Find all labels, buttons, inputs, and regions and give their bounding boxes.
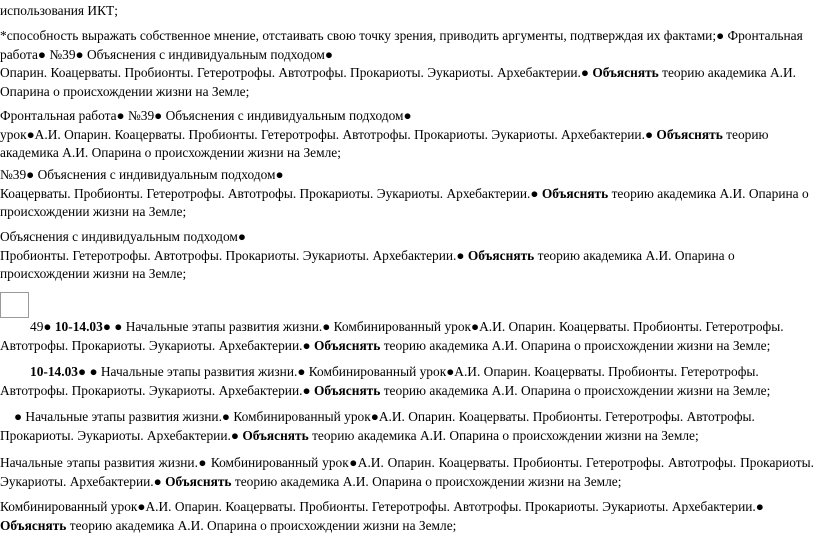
text: теорию академика А.И. Опарина о происхождении жизни на Земле; xyxy=(383,382,771,398)
text: Начальные этапы развития жизни.● Комбинированный урок●А.И. Опарин. Коацерваты. Пробионты. Гетеротрофы. Автотрофы. Прокариоты. Эукариоты. Архебактерии.● xyxy=(0,455,814,489)
paragraph-3 xyxy=(0,166,814,222)
paragraph-0 xyxy=(0,2,814,21)
text: теорию академика А.И. Опарина о происхождении жизни на Земле; xyxy=(234,473,622,489)
bold-keyword: Объяснять xyxy=(242,427,309,443)
bold-keyword: Объяснять xyxy=(313,337,381,353)
paragraph-6 xyxy=(0,363,814,400)
text: ● Начальные этапы развития жизни.● Комбинированный урок●А.И. Опарин. Коацерваты. Пробионты. Гетеротрофы. Автотрофы. Прокариоты. Эукариоты. Архебактерии.● xyxy=(0,364,759,398)
paragraph-2 xyxy=(0,107,814,163)
date: 10-14.03● xyxy=(30,364,87,379)
bold-keyword: Объяснять xyxy=(656,126,723,142)
paragraph-4 xyxy=(0,228,814,284)
text: Пробионты. Гетеротрофы. Автотрофы. Прокариоты. Эукариоты. Архебактерии.● xyxy=(0,247,465,263)
bold-keyword: Объяснять xyxy=(467,247,535,263)
text: теорию академика А.И. Опарина о происхождении жизни на Земле; xyxy=(0,185,809,220)
paragraph-1 xyxy=(0,27,814,101)
bold-keyword: Объяснять xyxy=(0,517,67,533)
bold-keyword: Объяснять xyxy=(541,185,609,201)
text: Объяснения с индивидуальным подходом● xyxy=(0,229,246,244)
text: теорию академика А.И. Опарина о происхождении жизни на Земле; xyxy=(0,126,769,161)
text: теорию академика А.И. Опарина о происхождении жизни на Земле; xyxy=(0,247,735,282)
text: ● Начальные этапы развития жизни.● Комбинированный урок●А.И. Опарин. Коацерваты. Пробионты. Гетеротрофы. Автотрофы. Прокариоты. Эукариоты. Архебактерии.● xyxy=(0,319,784,353)
text: *способность выражать собственное мнение, отстаивать свою точку зрения, приводить аргументы, подтверждая их фактами;● Фронтальная работа● №39● Объяснения с индивидуальным подходом● xyxy=(0,28,803,62)
text: Опарин. Коацерваты. Пробионты. Гетеротрофы. Автотрофы. Прокариоты. Эукариоты. Архебактерии.● xyxy=(0,65,589,81)
text: урок●А.И. Опарин. Коацерваты. Пробионты. Гетеротрофы. Автотрофы. Прокариоты. Эукариоты. Архебактерии.● xyxy=(0,126,654,142)
text: теорию академика А.И. Опарина о происхождении жизни на Земле; xyxy=(383,337,771,353)
text: Комбинированный урок●А.И. Опарин. Коацерваты. Пробионты. Гетеротрофы. Автотрофы. Прокариоты. Эукариоты. Архебактерии.● xyxy=(0,499,764,514)
row-number: 49● xyxy=(30,319,52,334)
text: Коацерваты. Пробионты. Гетеротрофы. Автотрофы. Прокариоты. Эукариоты. Архебактерии.● xyxy=(0,185,539,201)
date: 10-14.03● xyxy=(54,319,111,334)
empty-table-cell xyxy=(0,292,29,318)
bold-keyword: Объяснять xyxy=(592,65,659,81)
text: использования ИКТ; xyxy=(0,3,118,18)
paragraph-7 xyxy=(0,408,814,445)
bold-keyword: Объяснять xyxy=(165,473,232,489)
paragraph-9 xyxy=(0,498,814,535)
text: №39● Объяснения с индивидуальным подходом● xyxy=(0,167,284,182)
text: теорию академика А.И. Опарина о происхождении жизни на Земле; xyxy=(0,65,797,99)
text: теорию академика А.И. Опарина о происхождении жизни на Земле; xyxy=(312,427,699,443)
paragraph-5 xyxy=(0,318,814,355)
bold-keyword: Объяснять xyxy=(313,382,381,398)
text: теорию академика А.И. Опарина о происхождении жизни на Земле; xyxy=(69,517,457,533)
text: ● Начальные этапы развития жизни.● Комбинированный урок●А.И. Опарин. Коацерваты. Пробионты. Гетеротрофы. Автотрофы. Прокариоты. Эукариоты. Архебактерии.● xyxy=(0,409,755,443)
paragraph-8 xyxy=(0,454,814,491)
text: Фронтальная работа● №39● Объяснения с индивидуальным подходом● xyxy=(0,108,412,123)
